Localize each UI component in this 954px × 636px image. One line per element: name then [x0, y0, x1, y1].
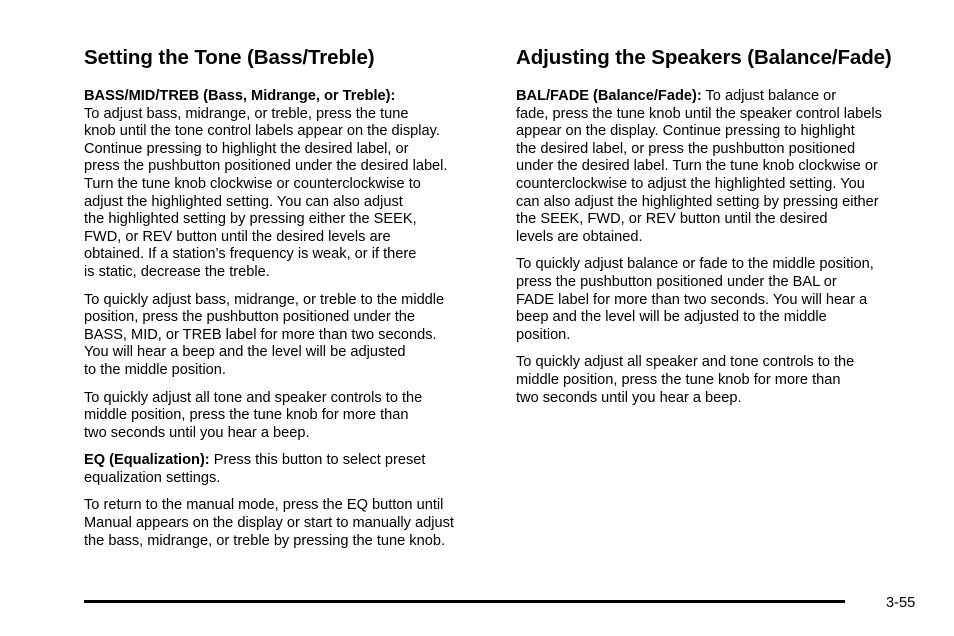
paragraph-manual-mode: To return to the manual mode, press the EQ button until Manual appears on the display or start to manually adjust the bass, midrange, or treble by pressing the tune knob. — [84, 497, 454, 549]
left-column — [84, 44, 494, 560]
paragraph-quick-adjust-all-speakers: To quickly adjust all speaker and tone controls to the middle position, press the tune knob for more than two seconds until you hear a beep. — [516, 354, 855, 406]
page-number: 3-55 — [886, 595, 916, 611]
term-bal-fade: BAL/FADE (Balance/Fade): — [516, 88, 702, 104]
term-bass-mid-treb: BASS/MID/TREB (Bass, Midrange, or Treble): — [84, 88, 396, 104]
section-heading-speakers: Adjusting the Speakers (Balance/Fade) — [516, 46, 892, 69]
term-eq: EQ (Equalization): — [84, 452, 210, 469]
paragraph-eq — [84, 452, 494, 487]
paragraph-bass-mid-treb — [84, 88, 494, 282]
paragraph-text: To adjust balance or fade, press the tune knob until the speaker control labels appear on the display. Continue pressing to highlight the desired label, or press the pushbutton positioned under the desired label. Turn the tune knob clockwise or counterclockwise to adjust the highlighted setting. You can also adjust the highlighted setting by pressing either the SEEK, FWD, or REV button until the desired levels are obtained. — [516, 88, 882, 245]
paragraph-quick-adjust-all: To quickly adjust all tone and speaker controls to the middle position, press the tune knob for more than two seconds until you hear a beep. — [84, 389, 423, 441]
paragraph-quick-adjust-balance: To quickly adjust balance or fade to the middle position, press the pushbutton positioned under the BAL or FADE label for more than two seconds. You will hear a beep and the level will be adjusted to the middle position. — [516, 256, 874, 343]
paragraph-text: Press this button to select preset equalization settings. — [84, 452, 426, 486]
right-column — [516, 44, 926, 417]
footer-rule — [84, 600, 845, 603]
section-heading-tone: Setting the Tone (Bass/Treble) — [84, 46, 375, 69]
paragraph-quick-adjust-tone: To quickly adjust bass, midrange, or treble to the middle position, press the pushbutton positioned under the BASS, MID, or TREB label for more than two seconds. You will hear a beep and the level will be adjusted to the middle position. — [84, 291, 445, 378]
paragraph-bal-fade — [516, 88, 926, 246]
paragraph-text: To adjust bass, midrange, or treble, press the tune knob until the tone control labels appear on the display. Continue pressing to highlight the desired label, or press the pushbutton positioned under the desired label. Turn the tune knob clockwise or counterclockwise to adjust the highlighted setting. You can also adjust the highlighted setting by pressing either the SEEK, FWD, or REV button until the desired levels are obtained. If a station’s frequency is weak, or if there is static, decrease the treble. — [84, 105, 448, 280]
